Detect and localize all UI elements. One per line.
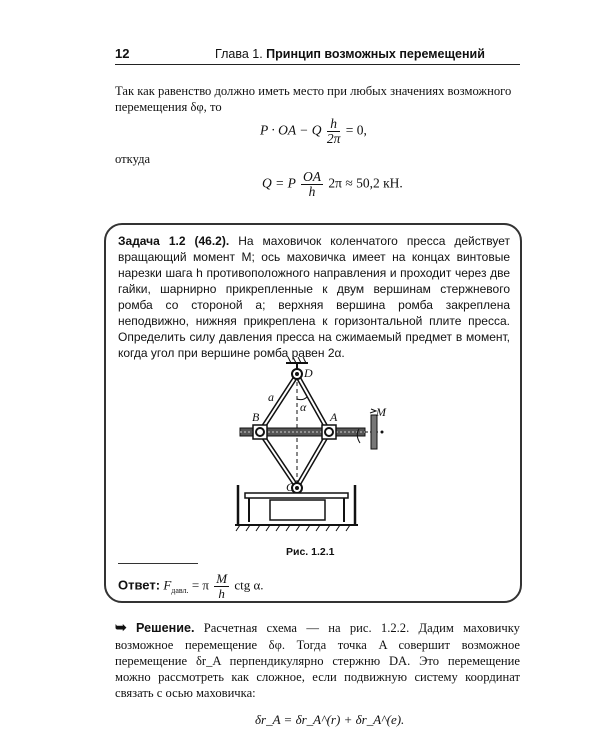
answer-fraction [214,572,229,601]
answer-denominator: h [218,586,225,601]
eq2-numerator: OA [303,169,321,184]
figure-caption: Рис. 1.2.1 [286,546,335,558]
answer-rule [118,563,198,564]
label-side-a: a [268,390,274,404]
answer-numerator: M [216,571,228,586]
answer-rhs: ctg α. [234,577,264,593]
hand-arrow-icon: ➥ [115,621,127,636]
otkuda-text: откуда [115,152,151,166]
label-m: M [376,405,386,419]
eq1-numerator: h [327,117,341,132]
answer-eq: = π [191,577,209,593]
equation-1 [260,117,367,146]
eq2-denominator: h [308,184,316,199]
intro-paragraph: Так как равенство должно иметь место при любых значениях возможного перемещения δφ, то [115,84,512,114]
answer-label: Ответ: [118,577,161,593]
label-d: D [304,366,313,380]
page-header [115,44,520,65]
chapter-name: Принцип возможных перемещений [266,47,485,61]
answer-lhs: F [163,577,172,593]
eq1-fraction [327,117,341,146]
label-a: A [330,410,338,424]
eq1-denominator: 2π [326,131,341,146]
label-alpha: α [300,400,307,414]
eq2-left: Q = P [262,175,296,191]
solution-label: Решение. [136,621,195,635]
page-number: 12 [115,46,130,61]
eq2-fraction [301,170,323,199]
task-body: На маховичок коленчатого пресса действует вращающий момент M; ось маховичка имеет на концах винтовые нарезки шага h противоположного направления и проходит через две гайки, шарнирно прикрепленные к двум вершинам стержневого ромба со стороной a; верхняя вершина ромба закреплена неподвижно, нижняя прикреплена к горизонтальной плите пресса. Определить силу давления пресса на сжимаемый предмет в момент, когда угол при вершине ромба равен 2α. [118,234,511,360]
solution-paragraph [115,620,520,701]
eq1-right: = 0, [345,122,367,138]
chapter-title [215,47,485,61]
label-c: C [286,480,295,494]
task-text [118,233,510,361]
eq2-right: 2π ≈ 50,2 кН. [328,175,403,191]
press-figure [230,357,400,542]
label-b: B [252,410,260,424]
solution-equation: δr_A = δr_A^(r) + δr_A^(e). [255,712,405,727]
eq1-left: P · OA − Q [260,122,322,138]
equation-2 [262,170,403,199]
task-title: Задача 1.2 (46.2). [118,234,230,248]
solution-text: Расчетная схема — на рис. 1.2.2. Дадим маховичку возможное перемещение δφ. Тогда точка A совершит возможное перемещение δr_A перпендикулярно стержню DA. Это перемещение можно рассмотреть как сложное, если подвижную систему координат связать с осью маховичка: [115,621,520,700]
answer-sub: давл. [171,586,189,596]
chapter-prefix: Глава 1. [215,47,263,61]
answer [118,572,264,601]
